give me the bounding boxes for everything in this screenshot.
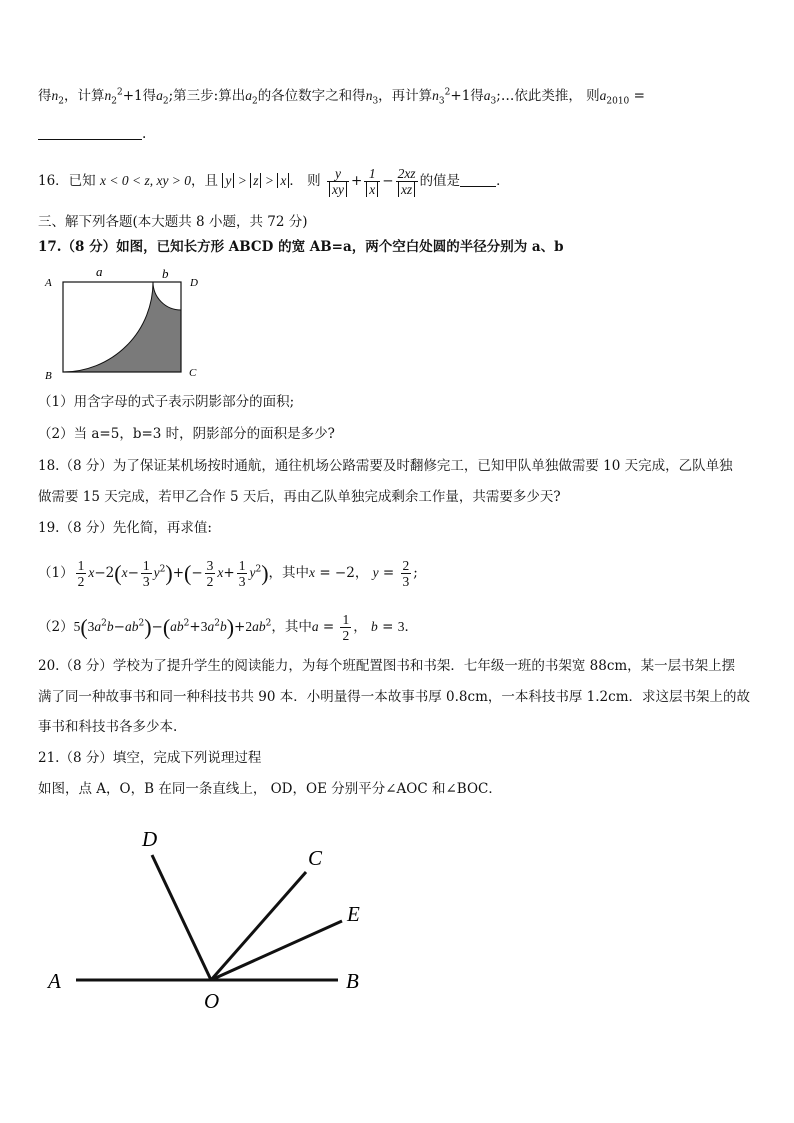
answer-blank[interactable] (460, 172, 496, 187)
problem-15-line: 得$n_2$，计算$n_2^2+1$得$a_2$;第三步:算出$a_2$的各位数字之和得$n_3$，再计算$n_3^2+1$得$a_3;\dots$依此类推， 则$a_{2010}$ = (38, 87, 645, 107)
problem-17-q2: （2）当 a=5，b=3 时，阴影部分的面积是多少? (38, 426, 335, 442)
answer-blank[interactable] (38, 125, 142, 140)
vertex-label-d: D (190, 277, 198, 289)
problem-17-header: 17.（8 分）如图，已知长方形 ABCD 的宽 AB=a，两个空白处圆的半径分别为 a、b (38, 239, 564, 255)
point-label-c: C (308, 846, 323, 870)
vertex-label-c: C (189, 367, 197, 379)
problem-15-answer: . (38, 124, 756, 144)
problem-20-line2: 满了同一种故事书和同一种科技书共 90 本．小明量得一本故事书厚 0.8cm，一本科技书厚 1.2cm．求这层书架上的故 (38, 689, 751, 705)
angle-figure (40, 820, 380, 1020)
problem-19-header: 19.（8 分）先化简，再求值: (38, 520, 212, 536)
problem-19-q2: $(2)5(3a^2b-ab^2)-(ab^2+3a^2b)+2ab^2$，其中a = $\frac{1}{2}$ ， b = 3． (38, 612, 418, 643)
vertex-label-a: A (45, 277, 52, 289)
point-label-o: O (204, 989, 220, 1013)
problem-21-desc: 如图，点 A，O，B 在同一条直线上， OD，OE 分别平分∠AOC 和∠BOC． (38, 781, 502, 797)
problem-20-line3: 事书和科技书各多少本. (38, 719, 178, 735)
problem-16: 16．已知 x < 0 < z, xy > 0，且 y > z > x ． 则 $\frac{y}{xy}$ + $\frac{1}{x}$ − $\frac{2xz}{xz}$ 的值是 ． (38, 166, 510, 197)
ray-oc (211, 872, 306, 980)
rectangle-figure (40, 264, 210, 384)
vertex-label-b: B (45, 370, 52, 382)
radius-label-b: b (162, 266, 169, 281)
shaded-region (63, 282, 181, 372)
problem-18-line1: 18.（8 分）为了保证某机场按时通航，通往机场公路需要及时翻修完工，已知甲队单独做需要 10 天完成，乙队单独 (38, 458, 733, 474)
point-label-d: D (142, 827, 158, 851)
ray-oe (211, 921, 342, 980)
point-label-b: B (346, 969, 359, 993)
problem-18-line2: 做需要 15 天完成，若甲乙合作 5 天后，再由乙队单独完成剩余工作量，共需要多少天? (38, 489, 561, 505)
problem-17-q1: （1）用含字母的式子表示阴影部分的面积; (38, 394, 295, 410)
problem-20-line1: 20.（8 分）学校为了提升学生的阅读能力，为每个班配置图书和书架．七年级一班的书架宽 88cm，某一层书架上摆 (38, 658, 736, 674)
radius-label-a: a (96, 264, 103, 279)
point-label-a: A (48, 969, 61, 993)
section-heading: 三、解下列各题(本大题共 8 小题，共 72 分) (38, 214, 308, 230)
problem-19-q1: （1） $\frac{1}{2}$ x−2(x− $\frac{1}{3}$ $y^2)+(-$ $\frac{3}{2}$ x+ $\frac{1}{3}$ $y^2$)，其中x = −2， y = $\frac{2}{3}$ ; (38, 558, 418, 589)
point-label-e: E (347, 902, 360, 926)
ray-od (152, 855, 211, 980)
problem-21-header: 21.（8 分）填空，完成下列说理过程 (38, 750, 262, 766)
